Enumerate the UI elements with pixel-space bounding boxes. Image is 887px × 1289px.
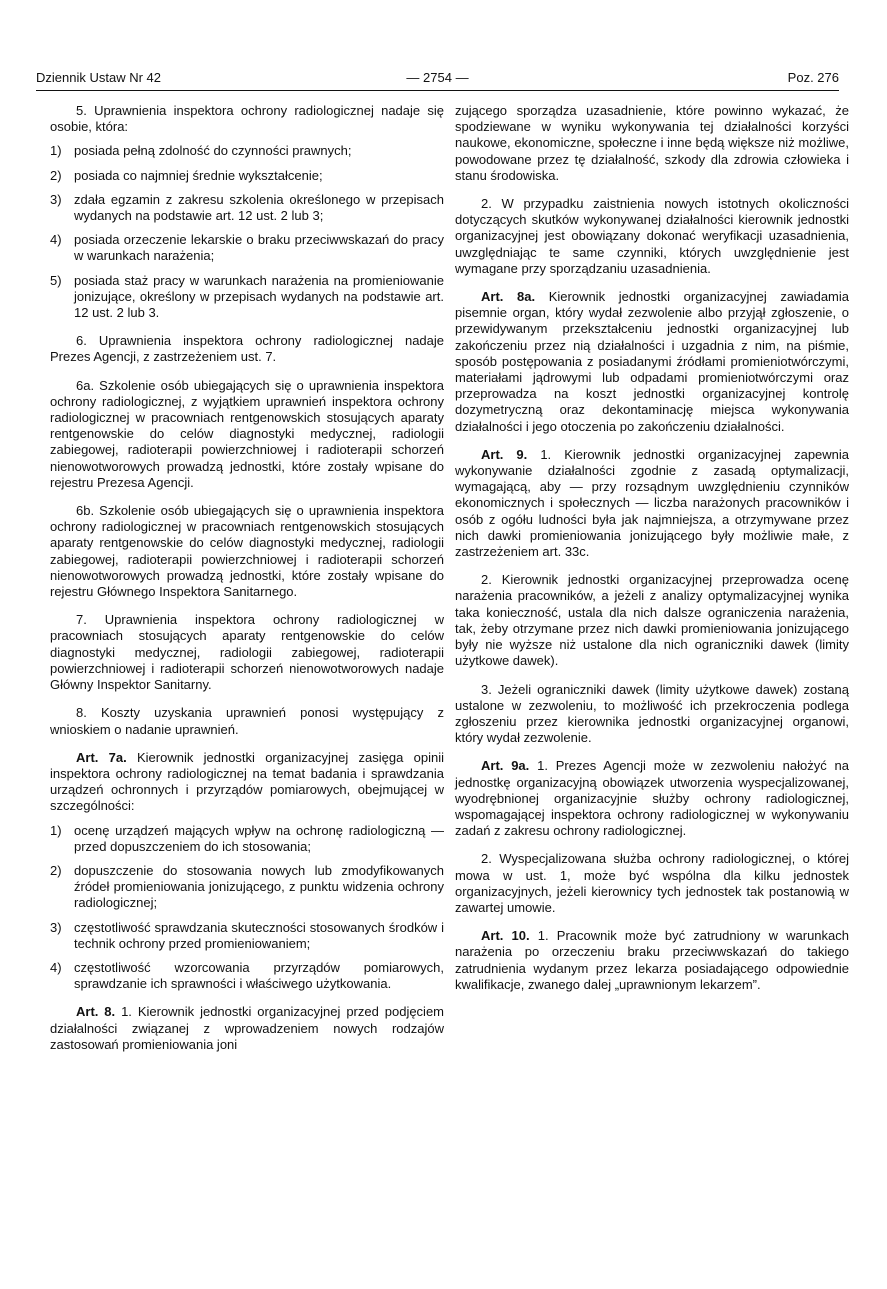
list-text: częstotliwość wzorcowania przyrządów pomiarowych, sprawdzanie ich sprawności i właściwego użytkowania.: [74, 959, 444, 992]
page-header: [36, 70, 839, 90]
list-number: 4): [50, 232, 62, 248]
article-10: [455, 928, 849, 993]
journal-title: Dziennik Ustaw Nr 42: [36, 70, 161, 85]
article-8-continued: zującego sporządza uzasadnienie, które powinno wykazać, że spodziewane w wyniku wykonywania tej działalności korzyści naukowe, ekonomiczne, społeczne i inne będą większe niż możliwe, powodowane przez tę działalność, szkody dla zdrowia człowieka i stanu środowiska.: [455, 103, 849, 183]
article-label: Art. 7a.: [76, 749, 127, 765]
list-text: posiada co najmniej średnie wykształcenie;: [74, 167, 323, 183]
list-number: 4): [50, 959, 62, 975]
list-item: [50, 168, 444, 184]
paragraph-6a: 6a. Szkolenie osób ubiegających się o uprawnienia inspektora ochrony radiologicznej, z wyjątkiem uprawnień inspektora ochrony radiologicznej w pracowniach rentgenowskich stosujących aparaty rentgenowskie do celów diagnostyki medycznej, radiologii zabiegowej, radioterapii powierzchniowej i radioterapii schorzeń nienowotworowych prowadzą jednostki, które zostały wpisane do rejestru Prezesa Agencji.: [50, 377, 444, 490]
article-text: 1. Kierownik jednostki organizacyjnej zapewnia wykonywanie działalności zgodnie z zasadą optymalizacji, wymagającą, aby — przy rozsądnym uwzględnieniu czynników ekonomicznych i społecznych — liczba narażonych pracowników i osób z ogółu ludności była jak najmniejsza, a otrzymywane przez nich dawki promieniowania jonizującego były możliwie małe, z zastrzeżeniem art. 33c.: [455, 446, 850, 560]
list-item: [50, 143, 444, 159]
article-label: Art. 9.: [481, 446, 528, 462]
article-8: [50, 1004, 444, 1053]
article-text: 1. Prezes Agencji może w zezwoleniu nałożyć na jednostkę organizacyjną obowiązek utworzenia wyspecjalizowanej, wyodrębnionej organizacyjnie służby ochrony radiologicznej, wspomagającej inspektora ochrony radiologicznej w wykonywaniu zadań z zakresu ochrony radiologicznej.: [455, 758, 849, 839]
list-item: [50, 192, 444, 224]
list-text: posiada pełną zdolność do czynności prawnych;: [74, 143, 352, 159]
list-number: 2): [50, 862, 62, 878]
list-item: [50, 273, 444, 322]
paragraph-5-list: [50, 143, 444, 321]
article-label: Art. 9a.: [481, 758, 530, 774]
list-number: 5): [50, 272, 62, 288]
list-text: częstotliwość sprawdzania skuteczności stosowanych środków i technik ochrony przed promieniowaniem;: [74, 919, 444, 951]
list-text: zdała egzamin z zakresu szkolenia określonego w przepisach wydanych na podstawie art. 12 ust. 2 lub 3;: [74, 191, 444, 224]
article-8-paragraph-2: 2. W przypadku zaistnienia nowych istotnych okoliczności dotyczących skutków wykonywanej działalności kierownik jednostki organizacyjnej jest obowiązany dokonać weryfikacji uzasadnienia, uwzględniając te same czynniki, których uwzględnienie jest wymagane przy sporządzaniu uzasadnienia.: [455, 196, 849, 276]
paragraph-6b: 6b. Szkolenie osób ubiegających się o uprawnienia inspektora ochrony radiologicznej w pracowniach rentgenowskich stosujących aparaty rentgenowskie do celów diagnostyki medycznej, radiologii zabiegowej, radioterapii powierzchniowej i radioterapii schorzeń nienowotworowych prowadzą jednostki, które zostały wpisane do rejestru Głównego Inspektora Sanitarnego.: [50, 503, 444, 600]
page-number: — 2754 —: [406, 70, 469, 85]
list-item: [50, 920, 444, 952]
list-text: posiada orzeczenie lekarskie o braku przeciwwskazań do pracy w warunkach narażenia;: [74, 232, 444, 264]
list-item: [50, 823, 444, 855]
list-number: 2): [50, 167, 62, 183]
article-9a-paragraph-2: 2. Wyspecjalizowana służba ochrony radiologicznej, o której mowa w ust. 1, może być wspólna dla kilku jednostek organizacyjnych, jeżeli kierownicy tych jednostek tak postanowią w zawartej umowie.: [455, 851, 849, 915]
article-9: [455, 447, 849, 560]
list-number: 3): [50, 191, 62, 207]
list-number: 3): [50, 919, 62, 935]
paragraph-6: 6. Uprawnienia inspektora ochrony radiologicznej nadaje Prezes Agencji, z zastrzeżeniem ust. 7.: [50, 333, 444, 365]
header-rule: [36, 90, 839, 91]
article-text: Kierownik jednostki organizacyjnej zasięga opinii inspektora ochrony radiologicznej na temat badania i sprawdzania urządzeń ochronnych i przyrządów pomiarowych, obejmującej w szczególności:: [50, 749, 444, 814]
list-text: ocenę urządzeń mających wpływ na ochronę radiologiczną — przed dopuszczeniem do ich stosowania;: [74, 822, 444, 854]
article-label: Art. 8a.: [481, 289, 536, 305]
paragraph-8: 8. Koszty uzyskania uprawnień ponosi występujący z wnioskiem o nadanie uprawnień.: [50, 705, 444, 737]
article-7a-list: [50, 823, 444, 993]
paragraph-7: 7. Uprawnienia inspektora ochrony radiologicznej w pracowniach stosujących aparaty rentgenowskie do celów diagnostyki medycznej, radiologii zabiegowej, radioterapii powierzchniowej i radioterapii schorzeń nienowotworowych nadaje Główny Inspektor Sanitarny.: [50, 612, 444, 693]
article-7a: [50, 750, 444, 815]
list-text: posiada staż pracy w warunkach narażenia na promieniowanie jonizujące, określony w przepisach wydanych na podstawie art. 12 ust. 2 lub 3.: [74, 272, 444, 321]
list-number: 1): [50, 143, 62, 159]
left-column: [50, 103, 444, 1061]
list-item: [50, 232, 444, 264]
position-number: Poz. 276: [787, 70, 839, 85]
article-text: 1. Pracownik może być zatrudniony w warunkach narażenia po orzeczeniu braku przeciwwskazań do takiego zatrudnienia wydanym przez lekarza posiadającego odpowiednie kwalifikacje, zwanego dalej „uprawnionym lekarzem”.: [455, 928, 849, 992]
article-label: Art. 8.: [76, 1004, 116, 1020]
right-column: [455, 103, 849, 1001]
article-9-paragraph-2: 2. Kierownik jednostki organizacyjnej przeprowadza ocenę narażenia pracowników, a jeżeli z analizy optymalizacyjnej wynika taka konieczność, ustala dla nich dalsze ograniczenia narażenia, tak, żeby otrzymane przez nich dawki promieniowania jonizującego były nie wyższe niż ustalone dla nich ograniczniki dawek (limity użytkowe dawek).: [455, 572, 849, 669]
article-label: Art. 10.: [481, 928, 530, 944]
article-9a: [455, 758, 849, 839]
paragraph-5: 5. Uprawnienia inspektora ochrony radiologicznej nadaje się osobie, która:: [50, 103, 444, 135]
list-text: dopuszczenie do stosowania nowych lub zmodyfikowanych źródeł promieniowania jonizującego, z punktu widzenia ochrony radiologicznej;: [74, 862, 444, 911]
article-9-paragraph-3: 3. Jeżeli ograniczniki dawek (limity użytkowe dawek) zostaną ustalone w zezwoleniu, to możliwość ich przekroczenia podlega zgłoszeniu przez kierownika jednostki organizacyjnej organowi, który wydał zezwolenie.: [455, 681, 849, 746]
list-item: [50, 960, 444, 992]
list-number: 1): [50, 822, 62, 838]
list-item: [50, 863, 444, 912]
article-text: 1. Kierownik jednostki organizacyjnej przed podjęciem działalności związanej z wprowadzeniem nowych rodzajów zastosowań promieniowania joni: [50, 1004, 445, 1052]
article-text: Kierownik jednostki organizacyjnej zawiadamia pisemnie organ, który wydał zezwolenie albo przyjął zgłoszenie, o przewidywanym przekształceniu jednostki organizacyjnej lub zakończeniu przez nią działalności i uzgadnia z nim, na piśmie, sposób postępowania z posiadanymi źródłami promieniotwórczymi, materiałami jądrowymi lub odpadami promieniotwórczymi oraz przeprowadza na koszt jednostki organizacyjnej kontrolę dozymetryczną oraz dekontaminację miejsca wykonywania działalności i jego otoczenia po zakończeniu działalności.: [455, 289, 850, 434]
article-8a: [455, 289, 849, 435]
